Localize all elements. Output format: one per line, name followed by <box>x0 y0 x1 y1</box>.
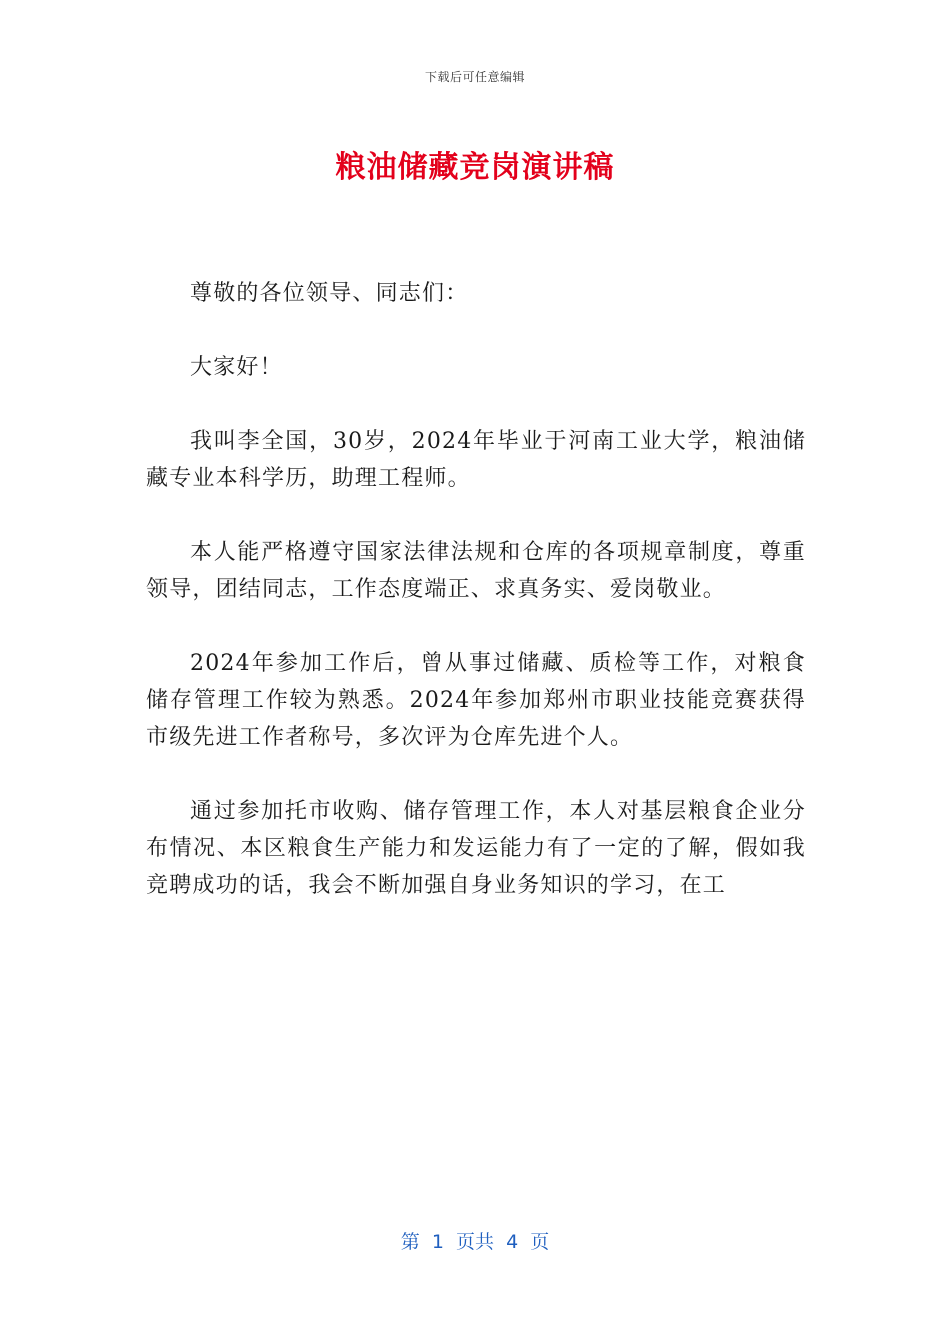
paragraph-salutation: 尊敬的各位领导、同志们： <box>190 281 469 306</box>
paragraph-greeting: 大家好！ <box>190 355 283 380</box>
paragraph-introduction: 我叫李全国，30岁，2024年毕业于河南工业大学，粮油储藏专业本科学历，助理工程师。 <box>146 429 806 491</box>
paragraph-experience: 2024年参加工作后，曾从事过储藏、质检等工作，对粮食储存管理工作较为熟悉。2024年参加郑州市职业技能竞赛获得市级先进工作者称号，多次评为仓库先进个人。 <box>146 651 806 750</box>
page-header-note: 下载后可任意编辑 <box>424 70 525 84</box>
document-title: 粮油储藏竞岗演讲稿 <box>335 150 615 185</box>
page-number-footer: 第 1 页共 4 页 <box>400 1231 550 1253</box>
paragraph-conduct: 本人能严格遵守国家法律法规和仓库的各项规章制度，尊重领导，团结同志，工作态度端正、求真务实、爱岗敬业。 <box>146 540 806 602</box>
document-body <box>146 275 806 941</box>
paragraph-plan: 通过参加托市收购、储存管理工作，本人对基层粮食企业分布情况、本区粮食生产能力和发运能力有了一定的了解，假如我竞聘成功的话，我会不断加强自身业务知识的学习，在工 <box>146 799 806 898</box>
